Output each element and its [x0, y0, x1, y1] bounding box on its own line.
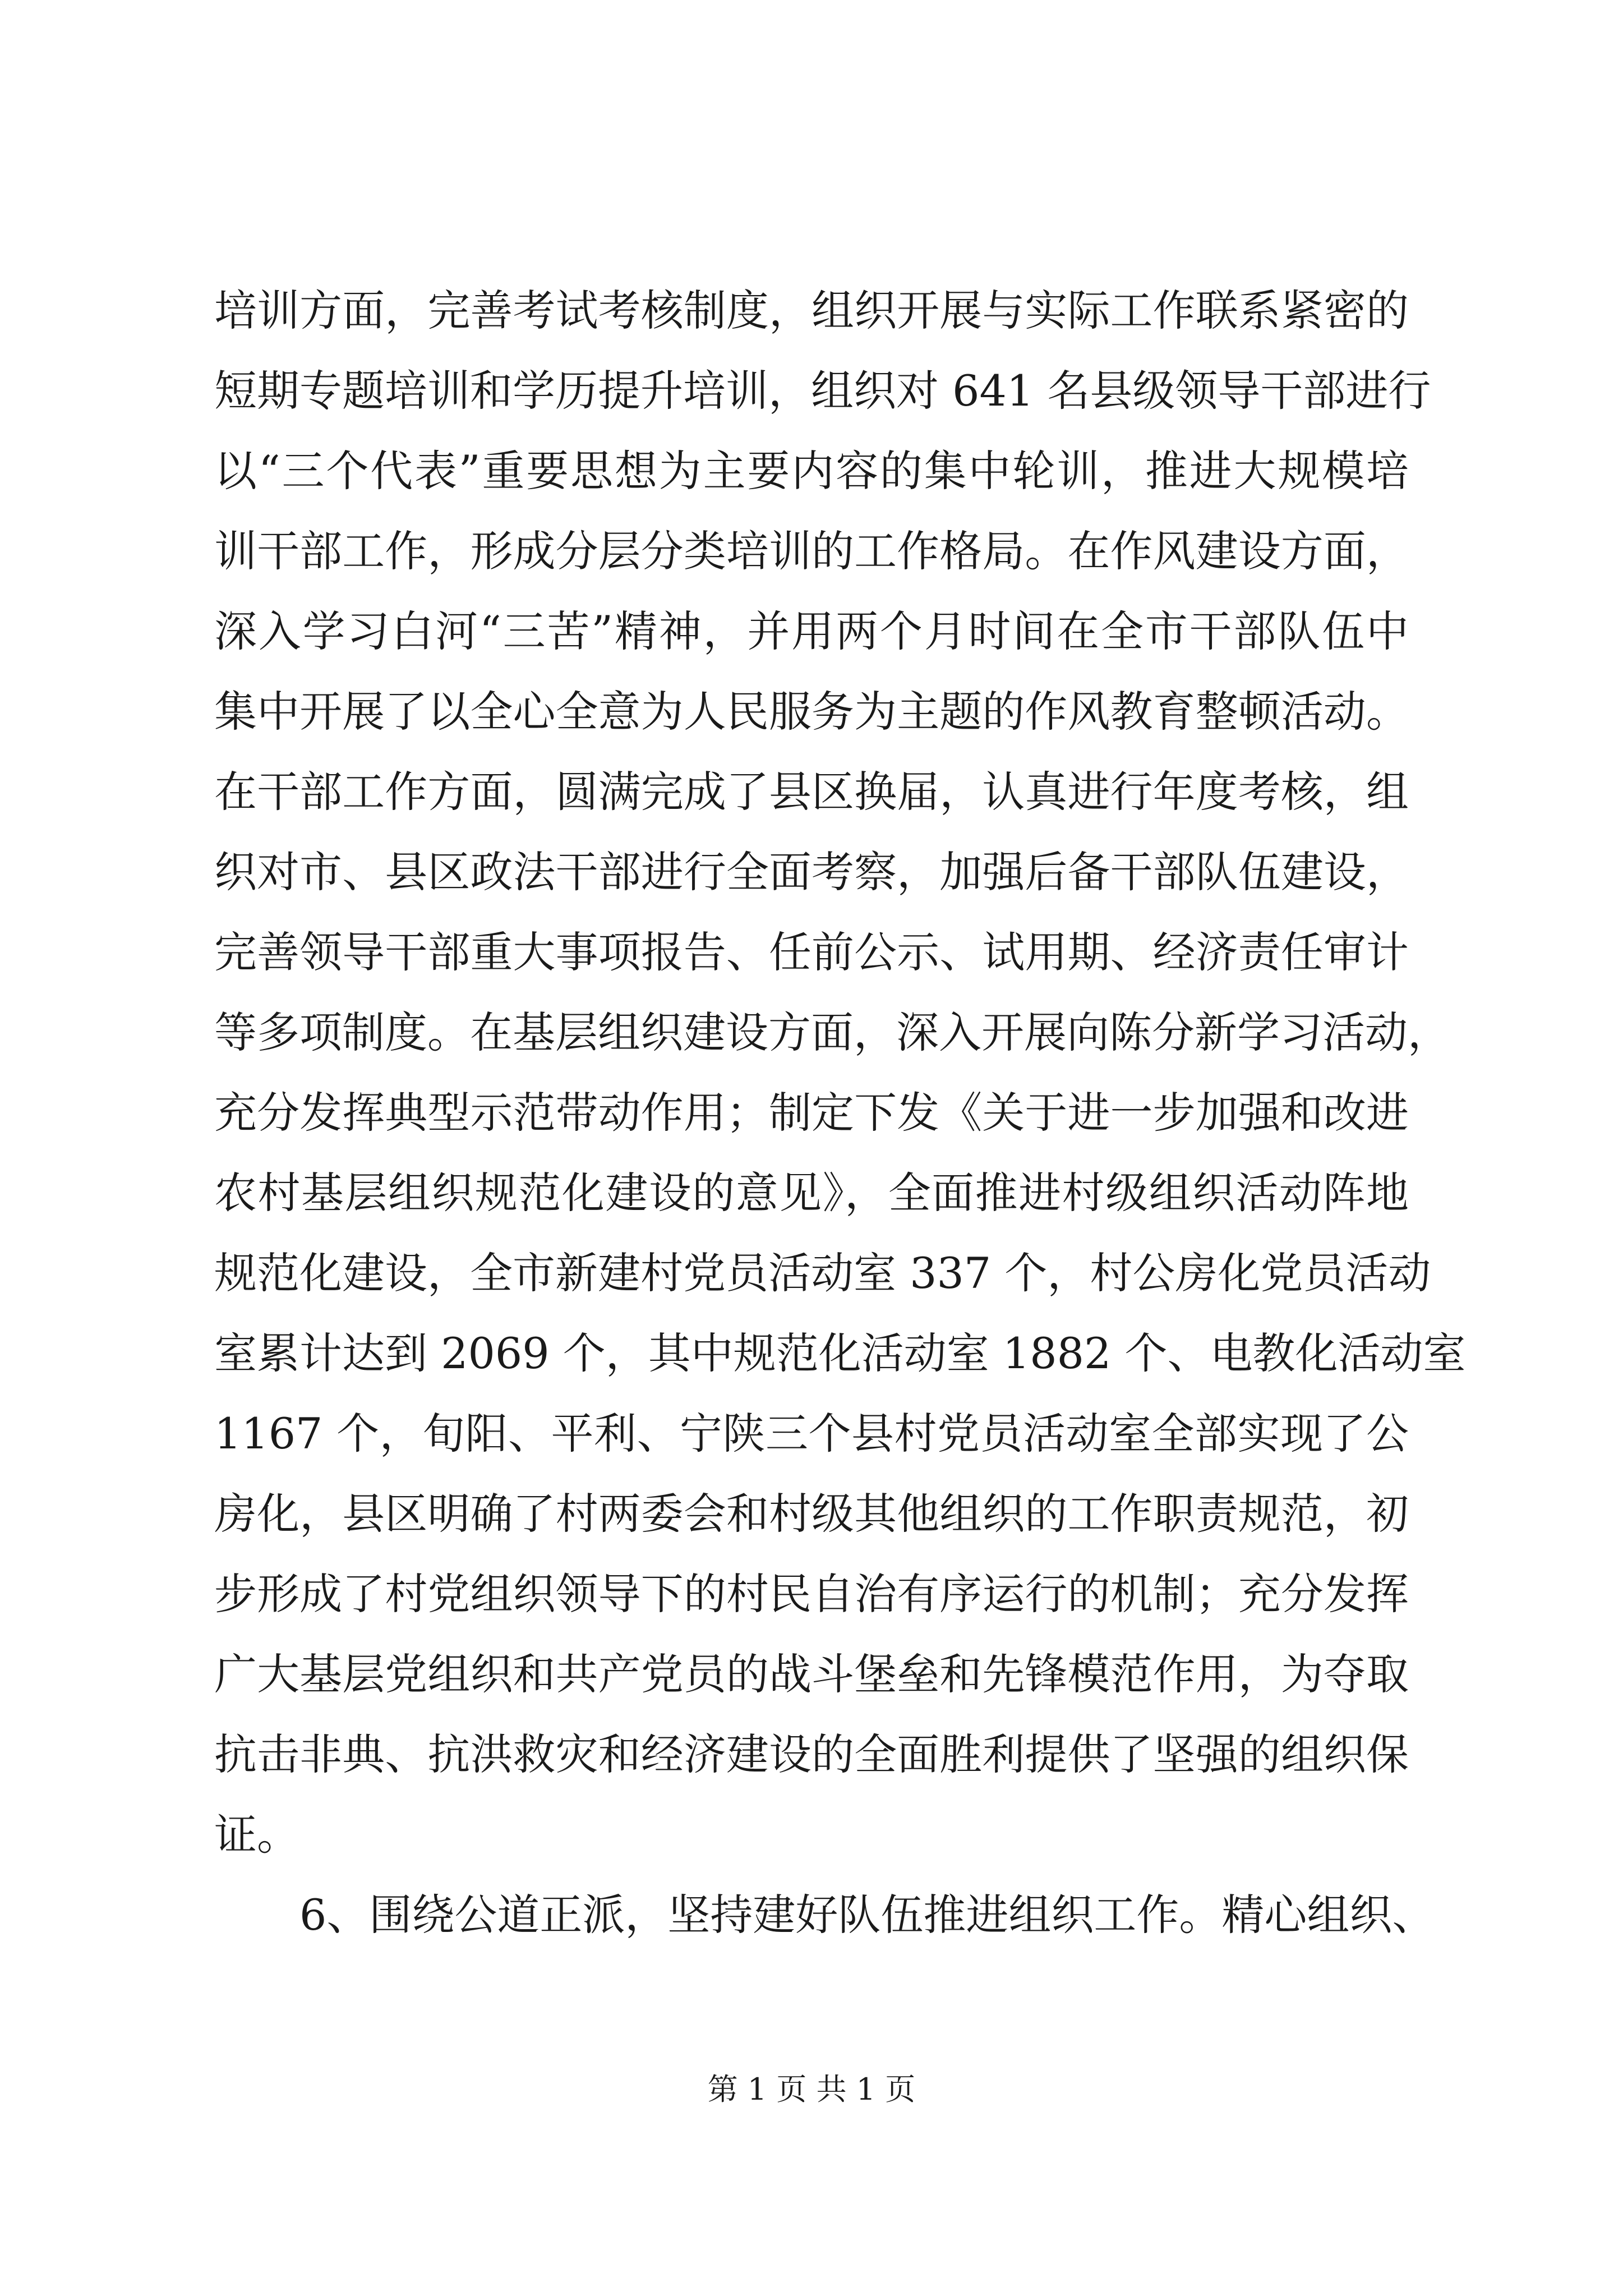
- section-heading-line: 6、围绕公道正派，坚持建好队伍推进组织工作。精心组织、: [299, 1890, 1435, 1940]
- text-line: 短期专题培训和学历提升培训，组织对 641 名县级领导干部进行: [214, 366, 1431, 416]
- text-line: 训干部工作，形成分层分类培训的工作格局。在作风建设方面，: [214, 526, 1409, 576]
- text-line: 证。: [214, 1810, 299, 1860]
- text-line: 1167 个，旬阳、平利、宁陕三个县村党员活动室全部实现了公: [214, 1409, 1409, 1458]
- text-line: 室累计达到 2069 个，其中规范化活动室 1882 个、电教化活动室: [214, 1328, 1466, 1378]
- text-line: 在干部工作方面，圆满完成了县区换届，认真进行年度考核，组: [214, 767, 1409, 817]
- text-line: 以“三个代表”重要思想为主要内容的集中轮训，推进大规模培: [214, 446, 1409, 496]
- text-line: 步形成了村党组织领导下的村民自治有序运行的机制；充分发挥: [214, 1569, 1409, 1619]
- text-line: 农村基层组织规范化建设的意见》，全面推进村级组织活动阵地: [214, 1168, 1409, 1218]
- text-line: 广大基层党组织和共产党员的战斗堡垒和先锋模范作用，为夺取: [214, 1649, 1409, 1699]
- text-line: 规范化建设，全市新建村党员活动室 337 个，村公房化党员活动: [214, 1248, 1431, 1298]
- document-body: [214, 270, 1466, 1955]
- text-line: 完善领导干部重大事项报告、任前公示、试用期、经济责任审计: [214, 927, 1409, 977]
- text-line: 房化，县区明确了村两委会和村级其他组织的工作职责规范，初: [214, 1489, 1409, 1539]
- text-line: 织对市、县区政法干部进行全面考察，加强后备干部队伍建设，: [214, 847, 1409, 897]
- text-line: 抗击非典、抗洪救灾和经济建设的全面胜利提供了坚强的组织保: [214, 1729, 1409, 1779]
- text-line: 培训方面，完善考试考核制度，组织开展与实际工作联系紧密的: [214, 286, 1409, 335]
- page-footer: 第 1 页 共 1 页: [707, 2072, 916, 2107]
- text-line: 等多项制度。在基层组织建设方面，深入开展向陈分新学习活动，: [214, 1007, 1450, 1057]
- text-line: 深入学习白河“三苦”精神，并用两个月时间在全市干部队伍中: [214, 606, 1409, 656]
- text-line: 充分发挥典型示范带动作用；制定下发《关于进一步加强和改进: [214, 1088, 1409, 1138]
- text-line: 集中开展了以全心全意为人民服务为主题的作风教育整顿活动。: [214, 687, 1409, 737]
